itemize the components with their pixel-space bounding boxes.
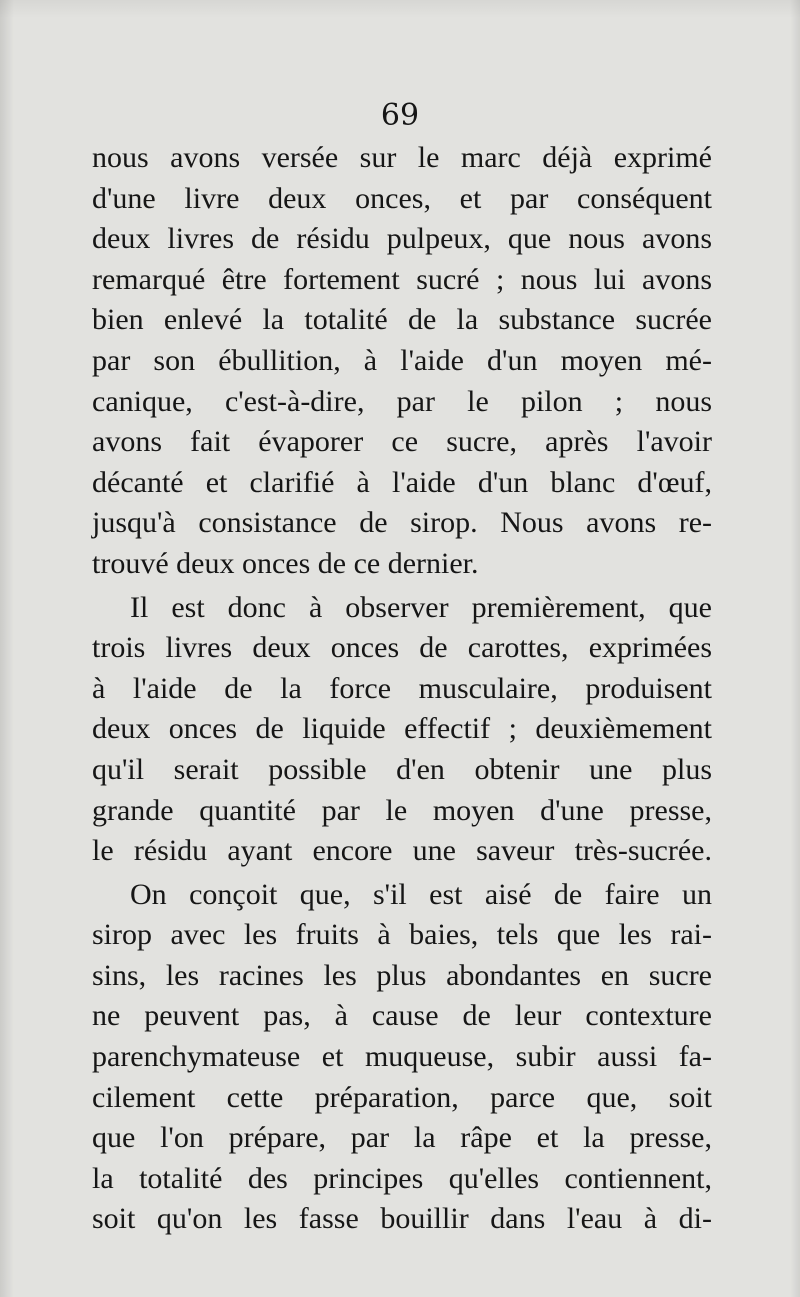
text-line: remarqué être fortement sucré ; nous lui avons bbox=[92, 262, 712, 296]
text-line: par son ébullition, à l'aide d'un moyen mé- bbox=[92, 343, 712, 377]
text-line: nous avons versée sur le marc déjà exprimé bbox=[92, 141, 712, 174]
text-line: canique, c'est-à-dire, par le pilon ; nous bbox=[92, 384, 712, 418]
text-line: Il est donc à observer premièrement, que bbox=[130, 590, 712, 624]
text-line: la totalité des principes qu'elles contiennent, bbox=[92, 1161, 712, 1195]
text-line: bien enlevé la totalité de la substance sucrée bbox=[92, 303, 712, 337]
text-line: cilement cette préparation, parce que, soit bbox=[92, 1080, 712, 1114]
text-line: soit qu'on les fasse bouillir dans l'eau à di- bbox=[92, 1202, 712, 1236]
text-line: ne peuvent pas, à cause de leur contexture bbox=[92, 999, 712, 1033]
text-line: que l'on prépare, par la râpe et la presse, bbox=[92, 1121, 712, 1155]
text-line: à l'aide de la force musculaire, produisent bbox=[92, 671, 712, 705]
text-line: parenchymateuse et muqueuse, subir aussi fa- bbox=[92, 1040, 712, 1074]
text-line: décanté et clarifié à l'aide d'un blanc d'œuf, bbox=[92, 465, 712, 499]
paragraph bbox=[92, 588, 712, 872]
text-line: grande quantité par le moyen d'une presse, bbox=[92, 793, 712, 827]
text-line: avons fait évaporer ce sucre, après l'avoir bbox=[92, 425, 712, 459]
text-line: d'une livre deux onces, et par conséquent bbox=[92, 181, 712, 215]
text-line: deux livres de résidu pulpeux, que nous avons bbox=[92, 222, 712, 256]
text-line: jusqu'à consistance de sirop. Nous avons re- bbox=[92, 506, 712, 540]
paragraph bbox=[92, 138, 712, 585]
text-line: On conçoit que, s'il est aisé de faire un bbox=[130, 877, 712, 911]
page-number: 69 bbox=[380, 98, 420, 133]
text-line: trouvé deux onces de ce dernier. bbox=[92, 546, 479, 580]
text-line: sins, les racines les plus abondantes en sucre bbox=[92, 958, 712, 992]
paragraph bbox=[92, 875, 712, 1240]
text-line: trois livres deux onces de carottes, exprimées bbox=[92, 631, 712, 665]
body-text bbox=[92, 138, 712, 1240]
text-line: sirop avec les fruits à baies, tels que les rai- bbox=[92, 918, 712, 952]
text-line: le résidu ayant encore une saveur très-sucrée. bbox=[92, 834, 712, 868]
text-line: qu'il serait possible d'en obtenir une plus bbox=[92, 752, 712, 786]
text-line: deux onces de liquide effectif ; deuxièmement bbox=[92, 712, 712, 746]
